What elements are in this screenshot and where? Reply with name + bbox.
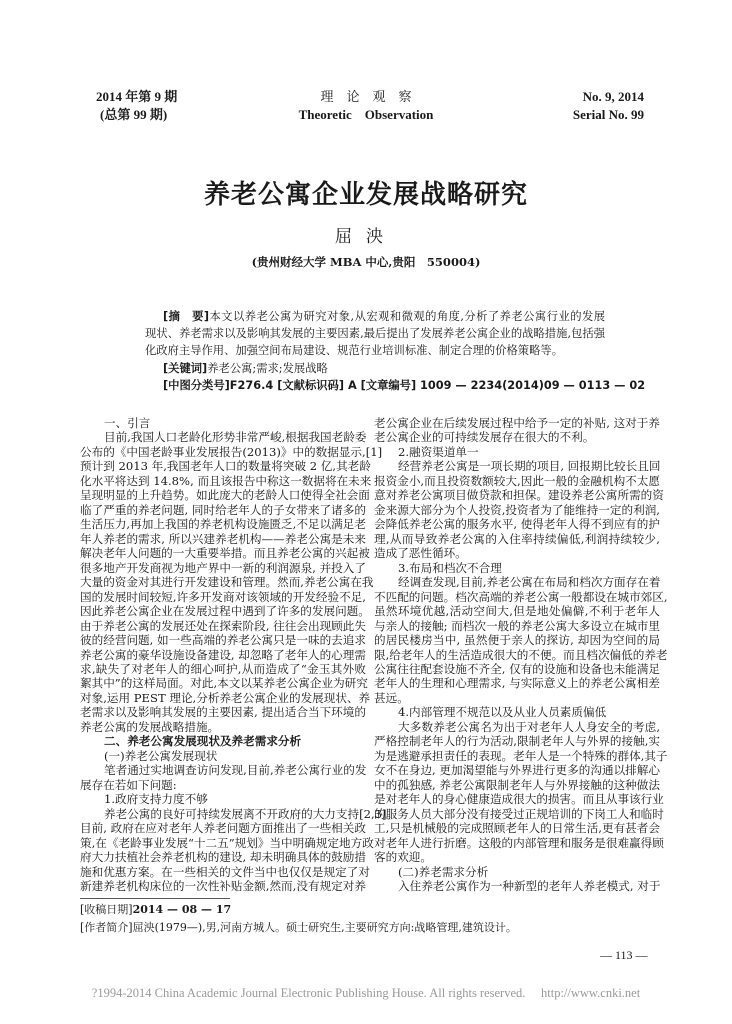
text-line: 老公寓企业的可持续发展存在很大的不利。 [374, 430, 595, 445]
abstract-label: [摘 要] [163, 310, 210, 323]
text-line: 府大力扶植社会养老机构的建设, 却未明确具体的鼓励措 [80, 850, 366, 865]
abstract-text: 本文以养老公寓为研究对象,从宏观和微观的角度,分析了养老公寓行业的发展 [209, 310, 606, 323]
text-line: 金来源大部分为个人投资,投资者为了能维持一定的利润, [374, 502, 660, 517]
text-line: 施和优惠方案。在一些相关的文件当中也仅仅是规定了对 [80, 864, 370, 879]
footnotes [80, 901, 517, 937]
text-line: 公布的《中国老龄事业发展报告(2013)》中的数据显示,[1] [80, 444, 383, 459]
text-line: 4.内部管理不规范以及从业人员素质偏低 [398, 705, 607, 720]
abstract-line [145, 308, 605, 325]
text-line: 中的孤独感, 养老公寓限制老年人与外界接触的这种做法 [374, 777, 660, 792]
page-number: — 113 — [600, 948, 648, 962]
text-line: 的服务人员大部分没有接受过正规培训的下岗工人和临时 [374, 806, 664, 821]
abstract [145, 308, 646, 394]
text-line: 为是逃避承担责任的表现。老年人是一个特殊的群体,其子 [374, 748, 668, 763]
text-line: 新建养老机构床位的一次性补贴金额,然而,没有规定对养 [80, 879, 366, 893]
text-line: 意对养老公寓项目做贷款和担保。建设养老公寓所需的资 [374, 488, 664, 503]
text-line: 笔者通过实地调查访问发现,目前,养老公寓行业的发 [104, 763, 367, 778]
text-line: 与亲人的接触; 而档次一般的养老公寓大多设立在城市里 [374, 618, 660, 633]
text-line: 目前, 政府在应对老年人养老问题方面推出了一些相关政 [80, 821, 366, 836]
body-column-right [374, 416, 668, 893]
received-date [80, 901, 517, 919]
text-line: 絮其中”的这样局面。对此,本文以某养老公寓企业为研究 [80, 676, 368, 691]
text-line: 严格控制老年人的行为活动,限制老年人与外界的接触,实 [374, 734, 660, 749]
text-line: 女不在身边, 更加渴望能与外界进行更多的沟通以排解心 [374, 763, 660, 778]
text-line: 对象,运用 PEST 理论,分析养老公寓企业的发展现状、养 [80, 690, 371, 705]
received-label: [收稿日期] [80, 903, 133, 916]
text-line: 理,从而导致养老公寓的入住率持续偏低,利润持续较少, [374, 531, 660, 546]
text-line: 经营养老公寓是一项长期的项目, 回报期比较长且回 [398, 459, 661, 474]
serial-en: Serial No. 99 [572, 107, 644, 122]
text-line: 1.政府支持力度不够 [104, 792, 208, 807]
author-name: 屈泱 [335, 227, 397, 247]
text-line: 很多地产开发商视为地产界中一新的利润源泉, 并投入了 [80, 560, 366, 575]
received-value: 2014 — 08 — 17 [132, 903, 232, 916]
footnote-divider [80, 898, 230, 899]
text-line: 养老公寓的发展战略措施。 [80, 719, 220, 734]
text-line: 2.融资渠道单一 [398, 444, 479, 459]
issue-number: 2014 年第 9 期 [96, 89, 178, 104]
text-line: 会降低养老公寓的服务水平, 使得老年人得不到应有的护 [374, 517, 660, 532]
text-line: 虽然环境优越,活动空间大,但是地处偏僻,不利于老年人 [374, 604, 660, 619]
text-line: 呈现明显的上升趋势。如此庞大的老龄人口使得全社会面 [80, 488, 370, 503]
text-line: 目前,我国人口老龄化形势非常严峻,根据我国老龄委 [104, 430, 367, 445]
text-line: 大多数养老公寓名为出于对老年人人身安全的考虑, [398, 719, 660, 734]
text-line: 预计到 2013 年,我国老年人口的数量将突破 2 亿,其老龄 [80, 459, 371, 474]
classification-line: [中图分类号]F276.4 [文献标识码] A [文章编号] 1009 — 2234(2014)09 — 0113 — 02 [163, 378, 646, 392]
text-line: 对老年人进行折磨。这般的内部管理和服务是很难赢得顾 [374, 835, 664, 850]
text-line: 生活压力,再加上我国的养老机构设施匮乏,不足以满足老 [80, 517, 366, 532]
author-bio [80, 919, 517, 937]
author-bio-label: [作者简介] [80, 921, 133, 934]
text-line: 老年人的生理和心理需求, 与实际意义上的养老公寓相差 [374, 676, 660, 691]
text-line: 由于养老公寓的发展还处在探索阶段, 往往会出现顾此失 [80, 618, 366, 633]
keywords-text: 养老公寓;需求;发展战略 [207, 361, 328, 375]
text-line: 养老公寓的良好可持续发展离不开政府的大力支持[2,3]。 [104, 806, 399, 821]
text-line: 一、引言 [104, 416, 151, 430]
text-line: 3.布局和档次不合理 [398, 560, 502, 575]
journal-name-cn: 理 论 观 察 [320, 89, 412, 104]
text-line: 策,在《老龄事业发展“十二五”规划》当中明确规定地方政 [80, 835, 374, 850]
text-line: 客的欢迎。 [374, 850, 432, 865]
section-heading: 二、养老公寓发展现状及养老需求分析 [104, 734, 302, 749]
copyright-notice: ?1994-2014 China Academic Journal Electronic Publishing House. All rights reserved. http://www.cnki.net [91, 986, 641, 1000]
text-line: 入住养老公寓作为一种新型的老年人养老模式, 对于 [398, 879, 661, 893]
abstract-line: 现状、养老需求以及影响其发展的主要因素,最后提出了发展养老公寓企业的战略措施,包括强 [145, 327, 605, 341]
issue-en: No. 9, 2014 [582, 89, 644, 104]
text-line: 工,只是机械般的完成照顾老年人的日常生活,更有甚者会 [374, 821, 660, 836]
text-line: 彼的经营问题, 如一些高端的养老公寓只是一味的去追求 [80, 633, 366, 648]
author-bio-text: 屈泱(1979—),男,河南方城人。硕士研究生,主要研究方向:战略管理,建筑设计。 [132, 921, 517, 934]
text-line: 报资金小,而且投资数额较大,因此一般的金融机构不太愿 [374, 473, 660, 488]
text-line: 临了严重的养老问题, 同时给老年人的子女带来了诸多的 [80, 502, 366, 517]
text-line: 的居民楼房当中, 虽然便于亲人的探访, 却因为空间的局 [374, 633, 660, 648]
text-line: 大量的资金对其进行开发建设和管理。然而,养老公寓在我 [80, 575, 374, 590]
text-line: 化水平将达到 14.8%, 而且该报告中称这一数据将在未来 [80, 473, 372, 488]
serial-cn: (总第 99 期) [100, 107, 168, 122]
text-line: 经调查发现,目前,养老公寓在布局和档次方面存在着 [398, 575, 661, 590]
text-line: 国的发展时间较短,许多开发商对该领域的开发经验不足, [80, 589, 366, 604]
text-line: 展存在若如下问题: [80, 777, 177, 792]
article-title: 养老公寓企业发展战略研究 [203, 180, 528, 210]
text-line: 是对老年人的身心健康造成很大的损害。而且从事该行业 [374, 792, 664, 807]
journal-name-en: Theoretic Observation [298, 107, 434, 122]
text-line: 限,给老年人的生活造成很大的不便。而且档次偏低的养老 [374, 647, 668, 662]
text-line: (二)养老需求分析 [398, 864, 489, 879]
text-line: 不匹配的问题。档次高端的养老公寓一般都设在城市郊区, [374, 589, 668, 604]
text-line: 年人养老的需求, 所以兴建养老机构——养老公寓是未来 [80, 531, 366, 546]
text-line: 公寓往往配套设施不齐全, 仅有的设施和设备也未能满足 [374, 661, 660, 676]
text-line: 求,缺失了对老年人的细心呵护,从而造成了“金玉其外败 [80, 661, 366, 676]
text-line: 老需求以及影响其发展的主要因素, 提出适合当下环境的 [80, 705, 366, 720]
text-line: 老公寓企业在后续发展过程中给予一定的补贴, 这对于养 [374, 416, 660, 430]
keywords-label: [关键词] [163, 361, 208, 375]
abstract-line: 化政府主导作用、加强空间布局建设、规范行业培训标准、制定合理的价格策略等。 [145, 344, 563, 358]
text-line: 造成了恶性循环。 [374, 546, 467, 561]
text-line: (一)养老公寓发展现状 [104, 748, 218, 763]
text-line: 甚远。 [374, 690, 409, 705]
keywords [145, 360, 605, 377]
text-line: 解决老年人问题的一大重要举措。而且养老公寓的兴起被 [80, 546, 370, 561]
affiliation: (贵州财经大学 MBA 中心,贵阳 550004) [251, 255, 481, 269]
text-line: 养老公寓的豪华设施设备建设, 却忽略了老年人的心理需 [80, 647, 366, 662]
text-line: 因此养老公寓企业在发展过程中遇到了许多的发展问题。 [80, 604, 370, 619]
